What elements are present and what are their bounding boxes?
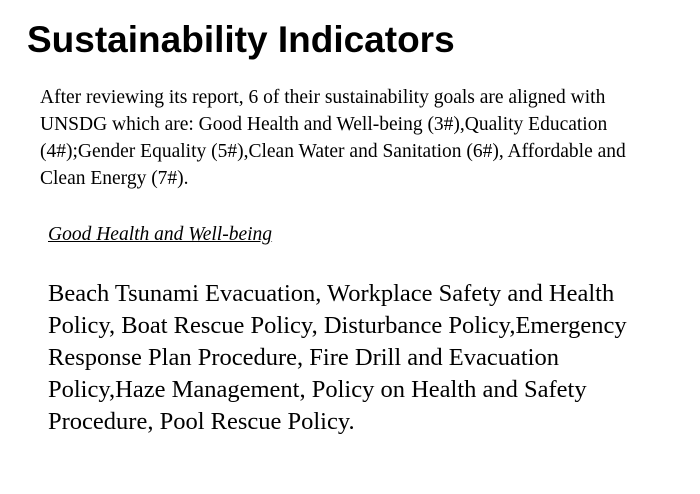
- intro-paragraph: After reviewing its report, 6 of their sustainability goals are aligned with UNSDG which are: Good Health and Well-being (3#),Quality Education (4#);Gender Equality (5#),Clean Water and Sanitation (6#), Affordable and Clean Energy (7#).: [40, 87, 626, 189]
- slide-title: Sustainability Indicators: [27, 19, 455, 60]
- section-heading: Good Health and Well-being: [48, 224, 273, 245]
- policy-list-text: Beach Tsunami Evacuation, Workplace Safety and Health Policy, Boat Rescue Policy, Disturbance Policy,Emergency Response Plan Procedure, Fire Drill and Evacuation Policy,Haze Management, Policy on Health and Safety Procedure, Pool Rescue Policy.: [48, 280, 627, 435]
